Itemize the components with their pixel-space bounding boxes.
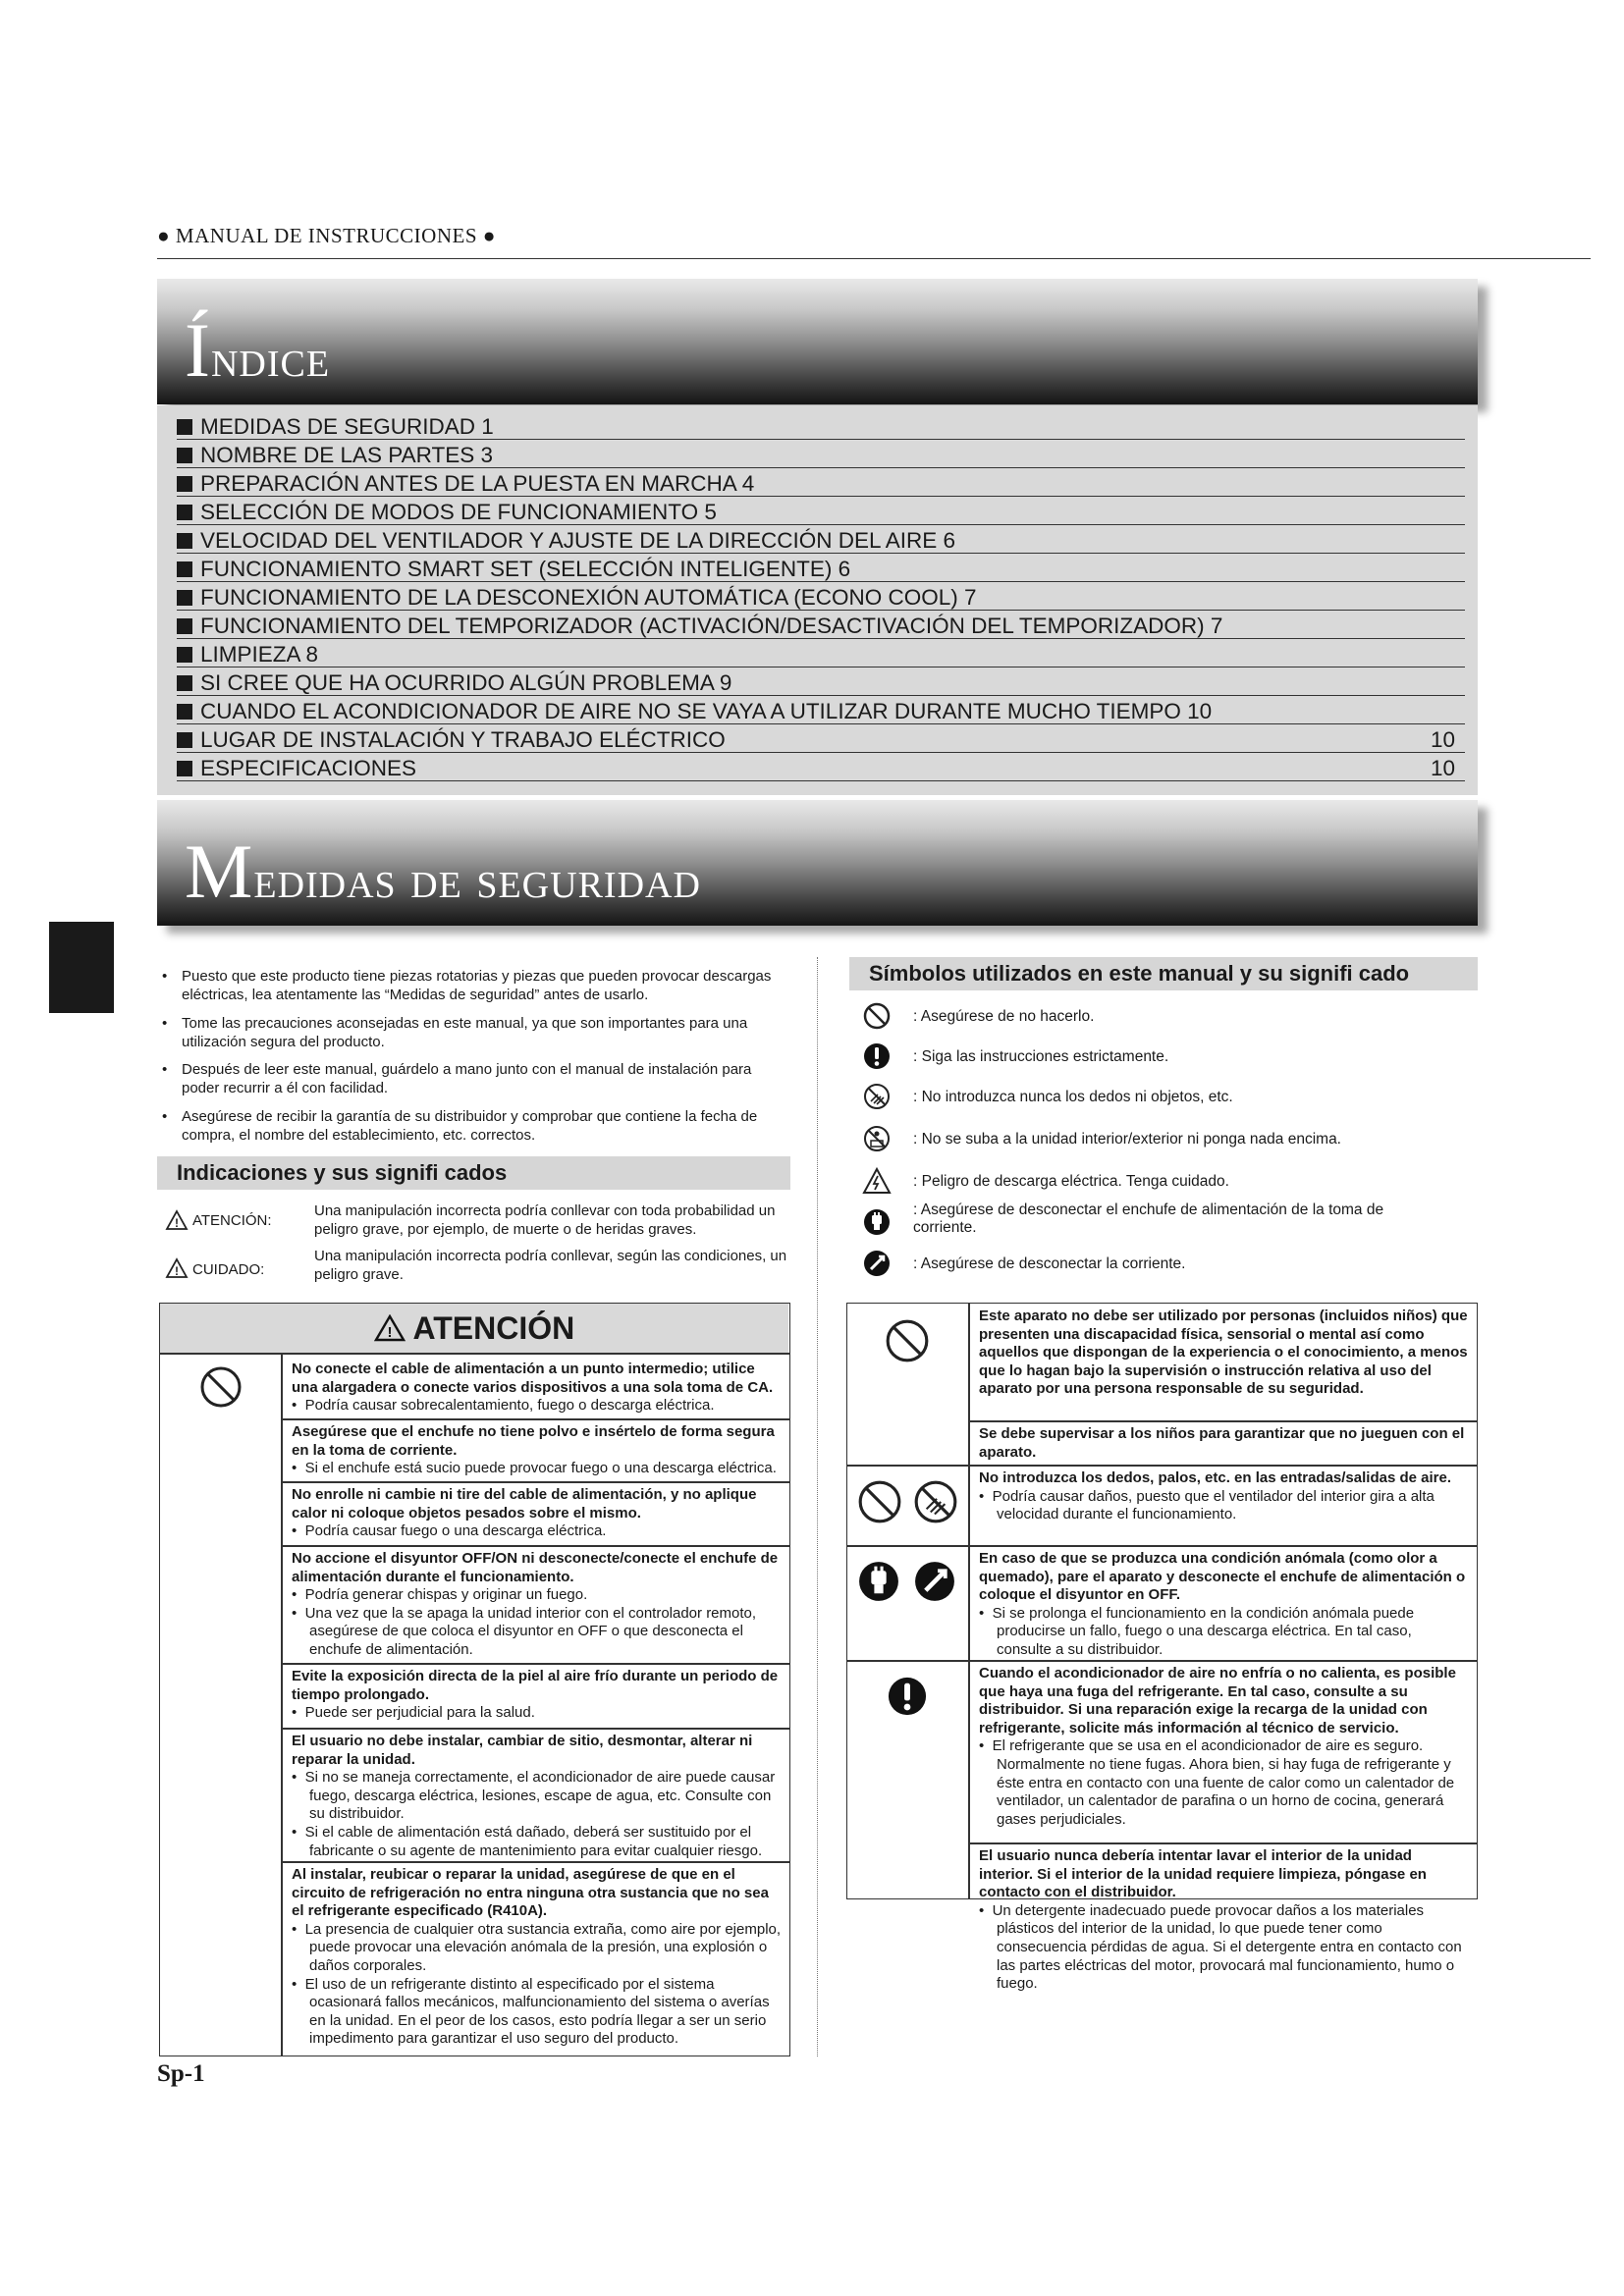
- square-bullet-icon: [177, 704, 192, 720]
- safety-banner: [157, 800, 1478, 926]
- cuidado-description: Una manipulación incorrecta podría conllevar, según las condiciones, un peligro grave.: [314, 1248, 787, 1283]
- indicaciones-title: Indicaciones y sus signifi cados: [157, 1156, 790, 1190]
- mandatory-instruction-icon: [886, 1675, 929, 1718]
- warning-triangle-icon: [374, 1314, 406, 1342]
- warning-item: Cuando el acondicionador de aire no enfría o no calienta, es posible que haya una fuga del refrigerante. En tal caso, consulte a su distribuidor. Si una reparación exige la recarga de la unidad con refrigerante, solicite más información al técnico de servicio. • El refrigerante que se usa en el acondicionador de aire es seguro. Normalmente no tiene fugas. Ahora bien, si hay fuga de refrigerante y éste entra en contacto con una fuente de calor como un calentador de ventilador, un calentador de parafina o un horno de cocina, generará gases perjudiciales.: [979, 1665, 1456, 1828]
- toc-entry[interactable]: FUNCIONAMIENTO DEL TEMPORIZADOR (ACTIVACIÓN/DESACTIVACIÓN DEL TEMPORIZADOR) 7: [177, 612, 1465, 639]
- square-bullet-icon: [177, 448, 192, 463]
- atencion-table-title: ! ATENCIÓN: [160, 1304, 788, 1353]
- atencion-label: ATENCIÓN:: [192, 1212, 272, 1229]
- warning-item: No accione el disyuntor OFF/ON ni desconecte/conecte el enchufe de alimentación durante el funcionamiento. • Podría generar chispas y originar un fuego. • Una vez que la se apaga la unidad interior con el controlador remoto, asegúrese de que coloca el disyuntor en OFF o que desconecta el enchufe de alimentación.: [292, 1550, 779, 1658]
- no-climbing-icon: [862, 1124, 892, 1153]
- prohibited-icon: [862, 1001, 892, 1031]
- symbol-meaning: : Asegúrese de desconectar la corriente.: [913, 1255, 1186, 1272]
- prohibited-icon: [198, 1364, 244, 1410]
- document-header: ● MANUAL DE INSTRUCCIONES ●: [157, 224, 496, 247]
- square-bullet-icon: [177, 419, 192, 435]
- symbol-meaning: : Siga las instrucciones estrictamente.: [913, 1048, 1169, 1065]
- svg-text:!: !: [175, 1216, 179, 1230]
- no-fingers-icon: [862, 1082, 892, 1111]
- right-warning-table: [846, 1303, 1478, 1993]
- warning-item: Evite la exposición directa de la piel al aire frío durante un periodo de tiempo prolongado. • Puede ser perjudicial para la salud.: [292, 1668, 779, 1722]
- warning-triangle-icon: [165, 1209, 189, 1231]
- square-bullet-icon: [177, 761, 192, 776]
- square-bullet-icon: [177, 732, 192, 748]
- intro-item: • Asegúrese de recibir la garantía de su distribuidor y comprobar que contiene la fecha de compra, el nombre del establecimiento, etc. correctos.: [162, 1108, 758, 1144]
- warning-item: El usuario no debe instalar, cambiar de sitio, desmontar, alterar ni reparar la unidad. • Si no se maneja correctamente, el acondicionador de aire puede causar fuego, descarga eléctrica, lesiones, escape de agua, etc. Consulte con su distribuidor. • Si el cable de alimentación está dañado, deberá ser sustituido por el fabricante o su agente de mantenimiento para evitar cualquier riesgo.: [292, 1733, 776, 1859]
- atencion-description: Una manipulación incorrecta podría conllevar con toda probabilidad un peligro grave, por ejemplo, de muerte o de heridas graves.: [314, 1202, 776, 1238]
- toc-entry[interactable]: MEDIDAS DE SEGURIDAD 1: [177, 412, 1465, 440]
- column-divider: [817, 957, 818, 2056]
- page-number: Sp-1: [157, 2060, 205, 2087]
- table-of-contents: [157, 405, 1478, 795]
- square-bullet-icon: [177, 675, 192, 691]
- warning-item: No enrolle ni cambie ni tire del cable de alimentación, y no aplique calor ni coloque objetos pesados sobre el mismo. • Podría causar fuego o una descarga eléctrica.: [292, 1486, 757, 1540]
- safety-banner-title: edidas de seguridad: [253, 850, 701, 909]
- toc-entry[interactable]: LUGAR DE INSTALACIÓN Y TRABAJO ELÉCTRICO 10: [177, 725, 1465, 753]
- toc-entry[interactable]: ESPECIFICACIONES 10: [177, 754, 1465, 781]
- mandatory-instruction-icon: [862, 1041, 892, 1071]
- symbol-meaning: : No introduzca nunca los dedos ni objetos, etc.: [913, 1089, 1233, 1105]
- square-bullet-icon: [177, 590, 192, 606]
- unplug-icon: [862, 1207, 892, 1237]
- header-rule: [157, 258, 1591, 259]
- intro-item: • Después de leer este manual, guárdelo a mano junto con el manual de instalación para poder recurrir a él con facilidad.: [162, 1061, 752, 1096]
- toc-entry[interactable]: PREPARACIÓN ANTES DE LA PUESTA EN MARCHA 4: [177, 469, 1465, 497]
- toc-entry[interactable]: CUANDO EL ACONDICIONADOR DE AIRE NO SE VAYA A UTILIZAR DURANTE MUCHO TIEMPO 10: [177, 697, 1465, 724]
- atencion-table: [159, 1303, 790, 2056]
- warning-item: Al instalar, reubicar o reparar la unidad, asegúrese de que en el circuito de refrigeración no entra ninguna otra sustancia que no sea el refrigerante especificado (R410A). • La presencia de cualquier otra sustancia extraña, como aire por ejemplo, puede provocar una elevación anómala de la presión, una explosión o daños corporales. • El uso de un refrigerante distinto al especificado por el sistema ocasionará fallos mecánicos, malfuncionamiento del sistema o averías en la unidad. En el peor de los casos, esto podría llegar a ser un serio impedimento para garantizar el uso seguro del producto.: [292, 1866, 782, 2048]
- toc-entry[interactable]: LIMPIEZA 8: [177, 640, 1465, 667]
- square-bullet-icon: [177, 533, 192, 549]
- warning-item: El usuario nunca debería intentar lavar el interior de la unidad interior. Si el interior de la unidad requiere limpieza, póngase en contacto con el distribuidor. • Un detergente inadecuado puede provocar daños a los materiales plásticos del interior de la unidad, lo que puede tener como consecuencia pérdidas de agua. Si el detergente entra en contacto con las partes eléctricas del motor, provocará mal funcionamiento, humo o fuego.: [979, 1847, 1462, 1993]
- symbol-meaning: : Asegúrese de desconectar el enchufe de alimentación de la toma de corriente.: [913, 1201, 1384, 1236]
- electric-shock-icon: [862, 1166, 892, 1196]
- safety-banner-initial: M: [185, 828, 254, 914]
- simbolos-title: Símbolos utilizados en este manual y su signifi cado: [849, 957, 1478, 990]
- square-bullet-icon: [177, 647, 192, 663]
- warning-item: No conecte el cable de alimentación a un punto intermedio; utilice una alargadera o conecte varios dispositivos a una sola toma de CA. • Podría causar sobrecalentamiento, fuego o descarga eléctrica.: [292, 1361, 774, 1415]
- svg-text:!: !: [387, 1324, 393, 1341]
- index-banner-title: ndice: [210, 329, 331, 388]
- square-bullet-icon: [177, 561, 192, 577]
- toc-entry[interactable]: SI CREE QUE HA OCURRIDO ALGÚN PROBLEMA 9: [177, 668, 1465, 696]
- warning-item: Este aparato no debe ser utilizado por personas (incluidos niños) que presenten una discapacidad física, sensorial o mental así como aquellos que dispongan de la experiencia o el conocimiento, a menos que lo hagan bajo la supervisión o instrucción relativa al uso del aparato por una persona responsable de su seguridad.: [979, 1308, 1468, 1398]
- svg-text:!: !: [175, 1264, 179, 1278]
- symbol-meaning: : Peligro de descarga eléctrica. Tenga cuidado.: [913, 1173, 1229, 1190]
- toc-entry[interactable]: FUNCIONAMIENTO DE LA DESCONEXIÓN AUTOMÁTICA (ECONO COOL) 7: [177, 583, 1465, 611]
- warning-item: Se debe supervisar a los niños para garantizar que no jueguen con el aparato.: [979, 1425, 1465, 1461]
- index-banner: [157, 279, 1478, 404]
- intro-item: • Tome las precauciones aconsejadas en este manual, ya que son importantes para una utilización segura del producto.: [162, 1015, 748, 1050]
- disconnect-power-icon: [912, 1559, 957, 1604]
- toc-entry[interactable]: VELOCIDAD DEL VENTILADOR Y AJUSTE DE LA DIRECCIÓN DEL AIRE 6: [177, 526, 1465, 554]
- toc-entry[interactable]: FUNCIONAMIENTO SMART SET (SELECCIÓN INTELIGENTE) 6: [177, 555, 1465, 582]
- toc-entry[interactable]: SELECCIÓN DE MODOS DE FUNCIONAMIENTO 5: [177, 498, 1465, 525]
- no-fingers-icon: [912, 1478, 959, 1525]
- toc-entry[interactable]: NOMBRE DE LAS PARTES 3: [177, 441, 1465, 468]
- caution-triangle-icon: [165, 1257, 189, 1279]
- prohibited-icon: [856, 1478, 903, 1525]
- warning-item: Asegúrese que el enchufe no tiene polvo e insértelo de forma segura en la toma de corriente. • Si el enchufe está sucio puede provocar fuego o una descarga eléctrica.: [292, 1423, 777, 1477]
- warning-item: No introduzca los dedos, palos, etc. en las entradas/salidas de aire. • Podría causar daños, puesto que el ventilador del interior gira a alta velocidad durante el funcionamiento.: [979, 1469, 1451, 1523]
- square-bullet-icon: [177, 476, 192, 492]
- disconnect-power-icon: [862, 1249, 892, 1278]
- section-tab: [49, 922, 114, 1013]
- prohibited-icon: [884, 1317, 931, 1364]
- unplug-icon: [856, 1559, 901, 1604]
- symbol-meaning: : No se suba a la unidad interior/exterior ni ponga nada encima.: [913, 1131, 1341, 1148]
- warning-item: En caso de que se produzca una condición anómala (como olor a quemado), pare el aparato y desconecte el enchufe de alimentación o coloque el disyuntor en OFF. • Si se prolonga el funcionamiento en la condición anómala puede producirse un fallo, fuego o una descarga eléctrica. En tal caso, consulte a su distribuidor.: [979, 1550, 1466, 1658]
- square-bullet-icon: [177, 505, 192, 520]
- symbol-meaning: : Asegúrese de no hacerlo.: [913, 1008, 1095, 1025]
- intro-item: • Puesto que este producto tiene piezas rotatorias y piezas que pueden provocar descargas eléctricas, lea atentamente las “Medidas de seguridad” antes de usarlo.: [162, 968, 772, 1003]
- square-bullet-icon: [177, 618, 192, 634]
- index-banner-initial: Í: [185, 307, 211, 393]
- cuidado-label: CUIDADO:: [192, 1261, 265, 1278]
